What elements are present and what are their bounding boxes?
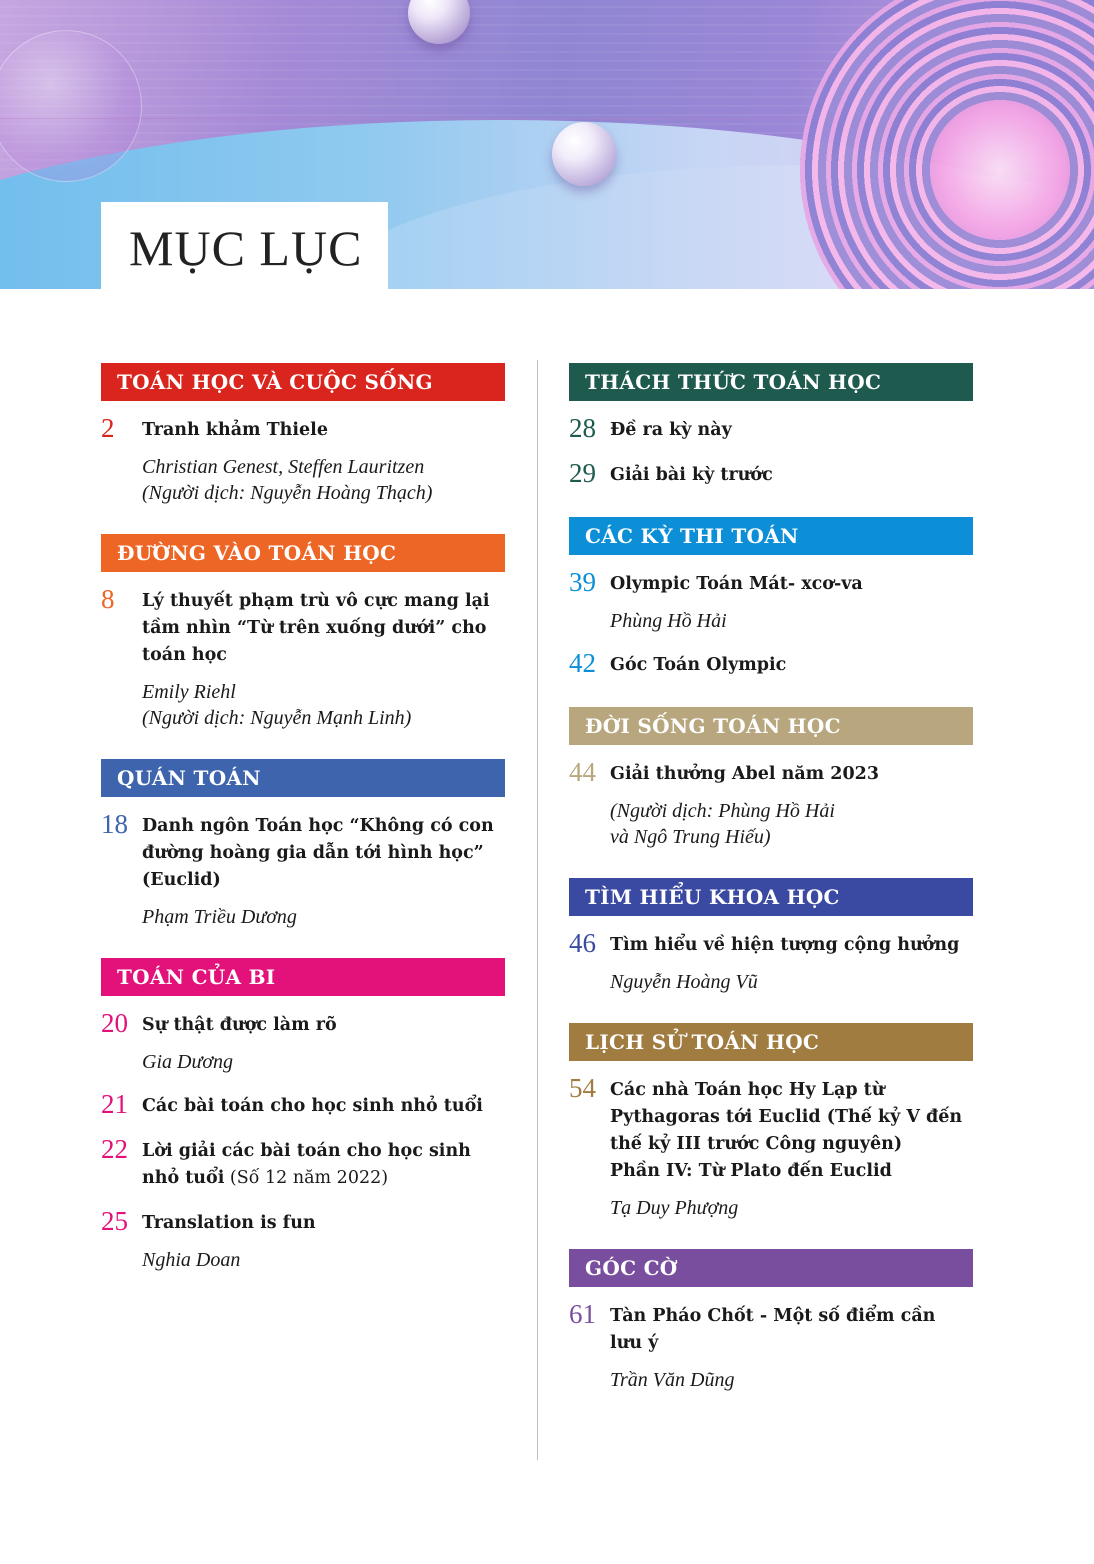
entry-title-text: Tìm hiểu về hiện tượng cộng hưởng (610, 935, 960, 955)
entry-author: Gia Dương (142, 1051, 234, 1073)
entry-title[interactable] (142, 417, 505, 444)
entry-author: Trần Văn Dũng (610, 1369, 735, 1391)
entry-title-text: Giải bài kỳ trước (610, 465, 773, 485)
entry-title-text: Lý thuyết phạm trù vô cực mang lại tầm nhìn “Từ trên xuống dưới” cho toán học (142, 591, 490, 665)
toc-section (101, 534, 505, 731)
entry-title[interactable] (142, 1138, 505, 1192)
page-number: 2 (101, 413, 115, 443)
entry-title-text: Olympic Toán Mát- xcơ-va (610, 574, 863, 594)
section-header[interactable]: QUÁN TOÁN (101, 759, 505, 797)
entry-title[interactable] (142, 813, 505, 894)
entry-title[interactable] (610, 932, 973, 959)
entry-title-note: (Số 12 năm 2022) (224, 1168, 389, 1188)
entry-title-text: Giải thưởng Abel năm 2023 (610, 764, 879, 784)
entry-title-text: Sự thật được làm rõ (142, 1015, 337, 1035)
section-header[interactable]: ĐỜI SỐNG TOÁN HỌC (569, 707, 973, 745)
entry-title-text: Danh ngôn Toán học “Không có con đường hoàng gia dẫn tới hình học” (Euclid) (142, 816, 494, 890)
page-number: 39 (569, 567, 596, 597)
section-header[interactable]: TOÁN CỦA BI (101, 958, 505, 996)
section-header[interactable]: THÁCH THỨC TOÁN HỌC (569, 363, 973, 401)
toc-entry[interactable] (101, 1206, 505, 1273)
column-divider (537, 360, 538, 1460)
toc-section (569, 1249, 973, 1393)
entry-title-text: Các nhà Toán học Hy Lạp từ Pythagoras tới Euclid (Thế kỷ V đến thế kỷ III trước Công nguyên) Phần IV: Từ Plato đến Euclid (610, 1080, 963, 1181)
page-number: 54 (569, 1073, 596, 1103)
toc-entry[interactable] (101, 1008, 505, 1075)
section-header[interactable]: ĐƯỜNG VÀO TOÁN HỌC (101, 534, 505, 572)
entry-title-text: Tàn Pháo Chốt - Một số điểm cần lưu ý (610, 1306, 936, 1353)
page-number: 18 (101, 809, 128, 839)
entry-title[interactable] (142, 1210, 505, 1237)
toc-entry[interactable] (101, 413, 505, 506)
entry-author: Tạ Duy Phượng (610, 1197, 739, 1219)
rings-core (930, 100, 1070, 240)
entry-title-text: Translation is fun (142, 1213, 316, 1233)
toc-section (101, 759, 505, 930)
toc-section (569, 1023, 973, 1221)
entry-author: Emily Riehl (Người dịch: Nguyễn Mạnh Linh) (142, 681, 412, 729)
page-number: 21 (101, 1089, 128, 1119)
entry-author: Phạm Triều Dương (142, 906, 297, 928)
entry-title-text: Góc Toán Olympic (610, 655, 787, 675)
toc-entry[interactable] (101, 1134, 505, 1192)
toc-section (569, 517, 973, 679)
entry-title[interactable] (610, 761, 973, 788)
toc-entry[interactable] (569, 458, 973, 489)
entry-author: Christian Genest, Steffen Lauritzen (Người dịch: Nguyễn Hoàng Thạch) (142, 456, 433, 504)
page-title: MỤC LỤC (129, 220, 363, 276)
title-box (101, 202, 388, 289)
entry-author: Nguyễn Hoàng Vũ (610, 971, 758, 993)
toc-entry[interactable] (101, 809, 505, 930)
entry-title[interactable] (610, 417, 973, 444)
toc-section (101, 958, 505, 1273)
page-number: 61 (569, 1299, 596, 1329)
entry-title[interactable] (610, 1303, 973, 1357)
section-header[interactable]: TOÁN HỌC VÀ CUỘC SỐNG (101, 363, 505, 401)
page-number: 46 (569, 928, 596, 958)
pearl-graphic (552, 122, 616, 186)
entry-title-text: Tranh khảm Thiele (142, 420, 328, 440)
toc-entry[interactable] (101, 1089, 505, 1120)
left-column (101, 363, 505, 1301)
toc-section (569, 707, 973, 850)
entry-title[interactable] (610, 1077, 973, 1185)
page-number: 28 (569, 413, 596, 443)
entry-title[interactable] (142, 1012, 505, 1039)
toc-entry[interactable] (569, 648, 973, 679)
section-header[interactable]: TÌM HIỂU KHOA HỌC (569, 878, 973, 916)
page-number: 42 (569, 648, 596, 678)
entry-author: Phùng Hồ Hải (610, 610, 727, 632)
page-number: 20 (101, 1008, 128, 1038)
page-number: 8 (101, 584, 115, 614)
toc-section (569, 363, 973, 489)
section-header[interactable]: LỊCH SỬ TOÁN HỌC (569, 1023, 973, 1061)
toc-section (101, 363, 505, 506)
toc-entry[interactable] (101, 584, 505, 731)
page-number: 44 (569, 757, 596, 787)
entry-title-text: Đề ra kỳ này (610, 420, 732, 440)
entry-title[interactable] (142, 588, 505, 669)
entry-title[interactable] (610, 462, 973, 489)
page-number: 22 (101, 1134, 128, 1164)
page-number: 25 (101, 1206, 128, 1236)
entry-title-text: Các bài toán cho học sinh nhỏ tuổi (142, 1096, 483, 1116)
toc-entry[interactable] (569, 1299, 973, 1393)
page-number: 29 (569, 458, 596, 488)
section-header[interactable]: CÁC KỲ THI TOÁN (569, 517, 973, 555)
entry-author: (Người dịch: Phùng Hồ Hải và Ngô Trung Hiếu) (610, 800, 835, 848)
toc-section (569, 878, 973, 995)
toc-entry[interactable] (569, 757, 973, 850)
toc-entry[interactable] (569, 1073, 973, 1221)
entry-title[interactable] (610, 571, 973, 598)
right-column (569, 363, 973, 1421)
entry-author: Nghia Doan (142, 1249, 241, 1271)
toc-entry[interactable] (569, 413, 973, 444)
toc-entry[interactable] (569, 567, 973, 634)
concentric-rings-graphic (800, 0, 1094, 289)
entry-title-text: Lời giải các bài toán cho học sinh nhỏ tuổi (142, 1141, 471, 1188)
toc-entry[interactable] (569, 928, 973, 995)
section-header[interactable]: GÓC CỜ (569, 1249, 973, 1287)
entry-title[interactable] (610, 652, 973, 679)
entry-title[interactable] (142, 1093, 505, 1120)
